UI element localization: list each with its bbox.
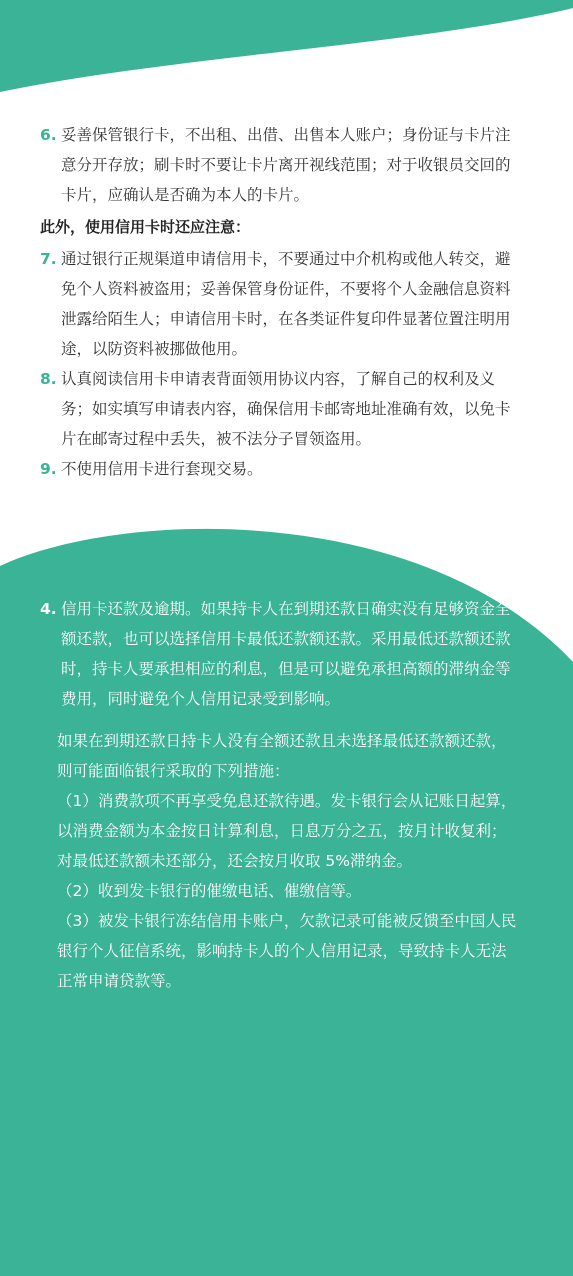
list-item-9 (40, 454, 520, 484)
measure-3: （3）被发卡银行冻结信用卡账户，欠款记录可能被反馈至中国人民银行个人征信系统，影响持卡人的个人信用记录，导致持卡人无法正常申请贷款等。 (57, 912, 517, 990)
item-number: 7. (40, 250, 57, 268)
item-number: 8. (40, 370, 57, 388)
item-text: 通过银行正规渠道申请信用卡，不要通过中介机构或他人转交，避免个人资料被盗用；妥善保管身份证件，不要将个人金融信息资料泄露给陌生人；申请信用卡时，在各类证件复印件显著位置注明用途，以防资料被挪做他用。 (61, 250, 511, 358)
item-text: 不使用信用卡进行套现交易。 (61, 460, 263, 478)
spacer (40, 714, 520, 726)
item-number: 4. (40, 600, 57, 618)
list-item-8 (40, 364, 520, 454)
item-number: 6. (40, 126, 57, 144)
measure-2: （2）收到发卡银行的催缴电话、催缴信等。 (57, 882, 362, 900)
top-section (40, 120, 520, 484)
list-item-7 (40, 244, 520, 364)
item-text: 信用卡还款及逾期。如果持卡人在到期还款日确实没有足够资金全额还款，也可以选择信用卡最低还款额还款。采用最低还款额还款时，持卡人要承担相应的利息，但是可以避免承担高额的滞纳金等费用，同时避免个人信用记录受到影响。 (61, 600, 511, 708)
top-teal-wave (0, 0, 573, 92)
list-item-4 (40, 594, 520, 714)
note-heading: 此外，使用信用卡时还应注意： (40, 218, 251, 236)
item-number: 9. (40, 460, 57, 478)
measure-1: （1）消费款项不再享受免息还款待遇。发卡银行会从记账日起算，以消费金额为本金按日计算利息，日息万分之五，按月计收复利；对最低还款额未还部分，还会按月收取 5%滞纳金。 (57, 792, 517, 870)
list-item-6 (40, 120, 520, 210)
bottom-section (40, 594, 520, 996)
item-text: 妥善保管银行卡，不出租、出借、出售本人账户；身份证与卡片注意分开存放；刷卡时不要让卡片离开视线范围；对于收银员交回的卡片，应确认是否确为本人的卡片。 (61, 126, 511, 204)
consequence-intro: 如果在到期还款日持卡人没有全额还款且未选择最低还款额还款，则可能面临银行采取的下列措施： (57, 732, 507, 780)
item-text: 认真阅读信用卡申请表背面领用协议内容，了解自己的权利及义务；如实填写申请表内容，确保信用卡邮寄地址准确有效，以免卡片在邮寄过程中丢失，被不法分子冒领盗用。 (61, 370, 511, 448)
